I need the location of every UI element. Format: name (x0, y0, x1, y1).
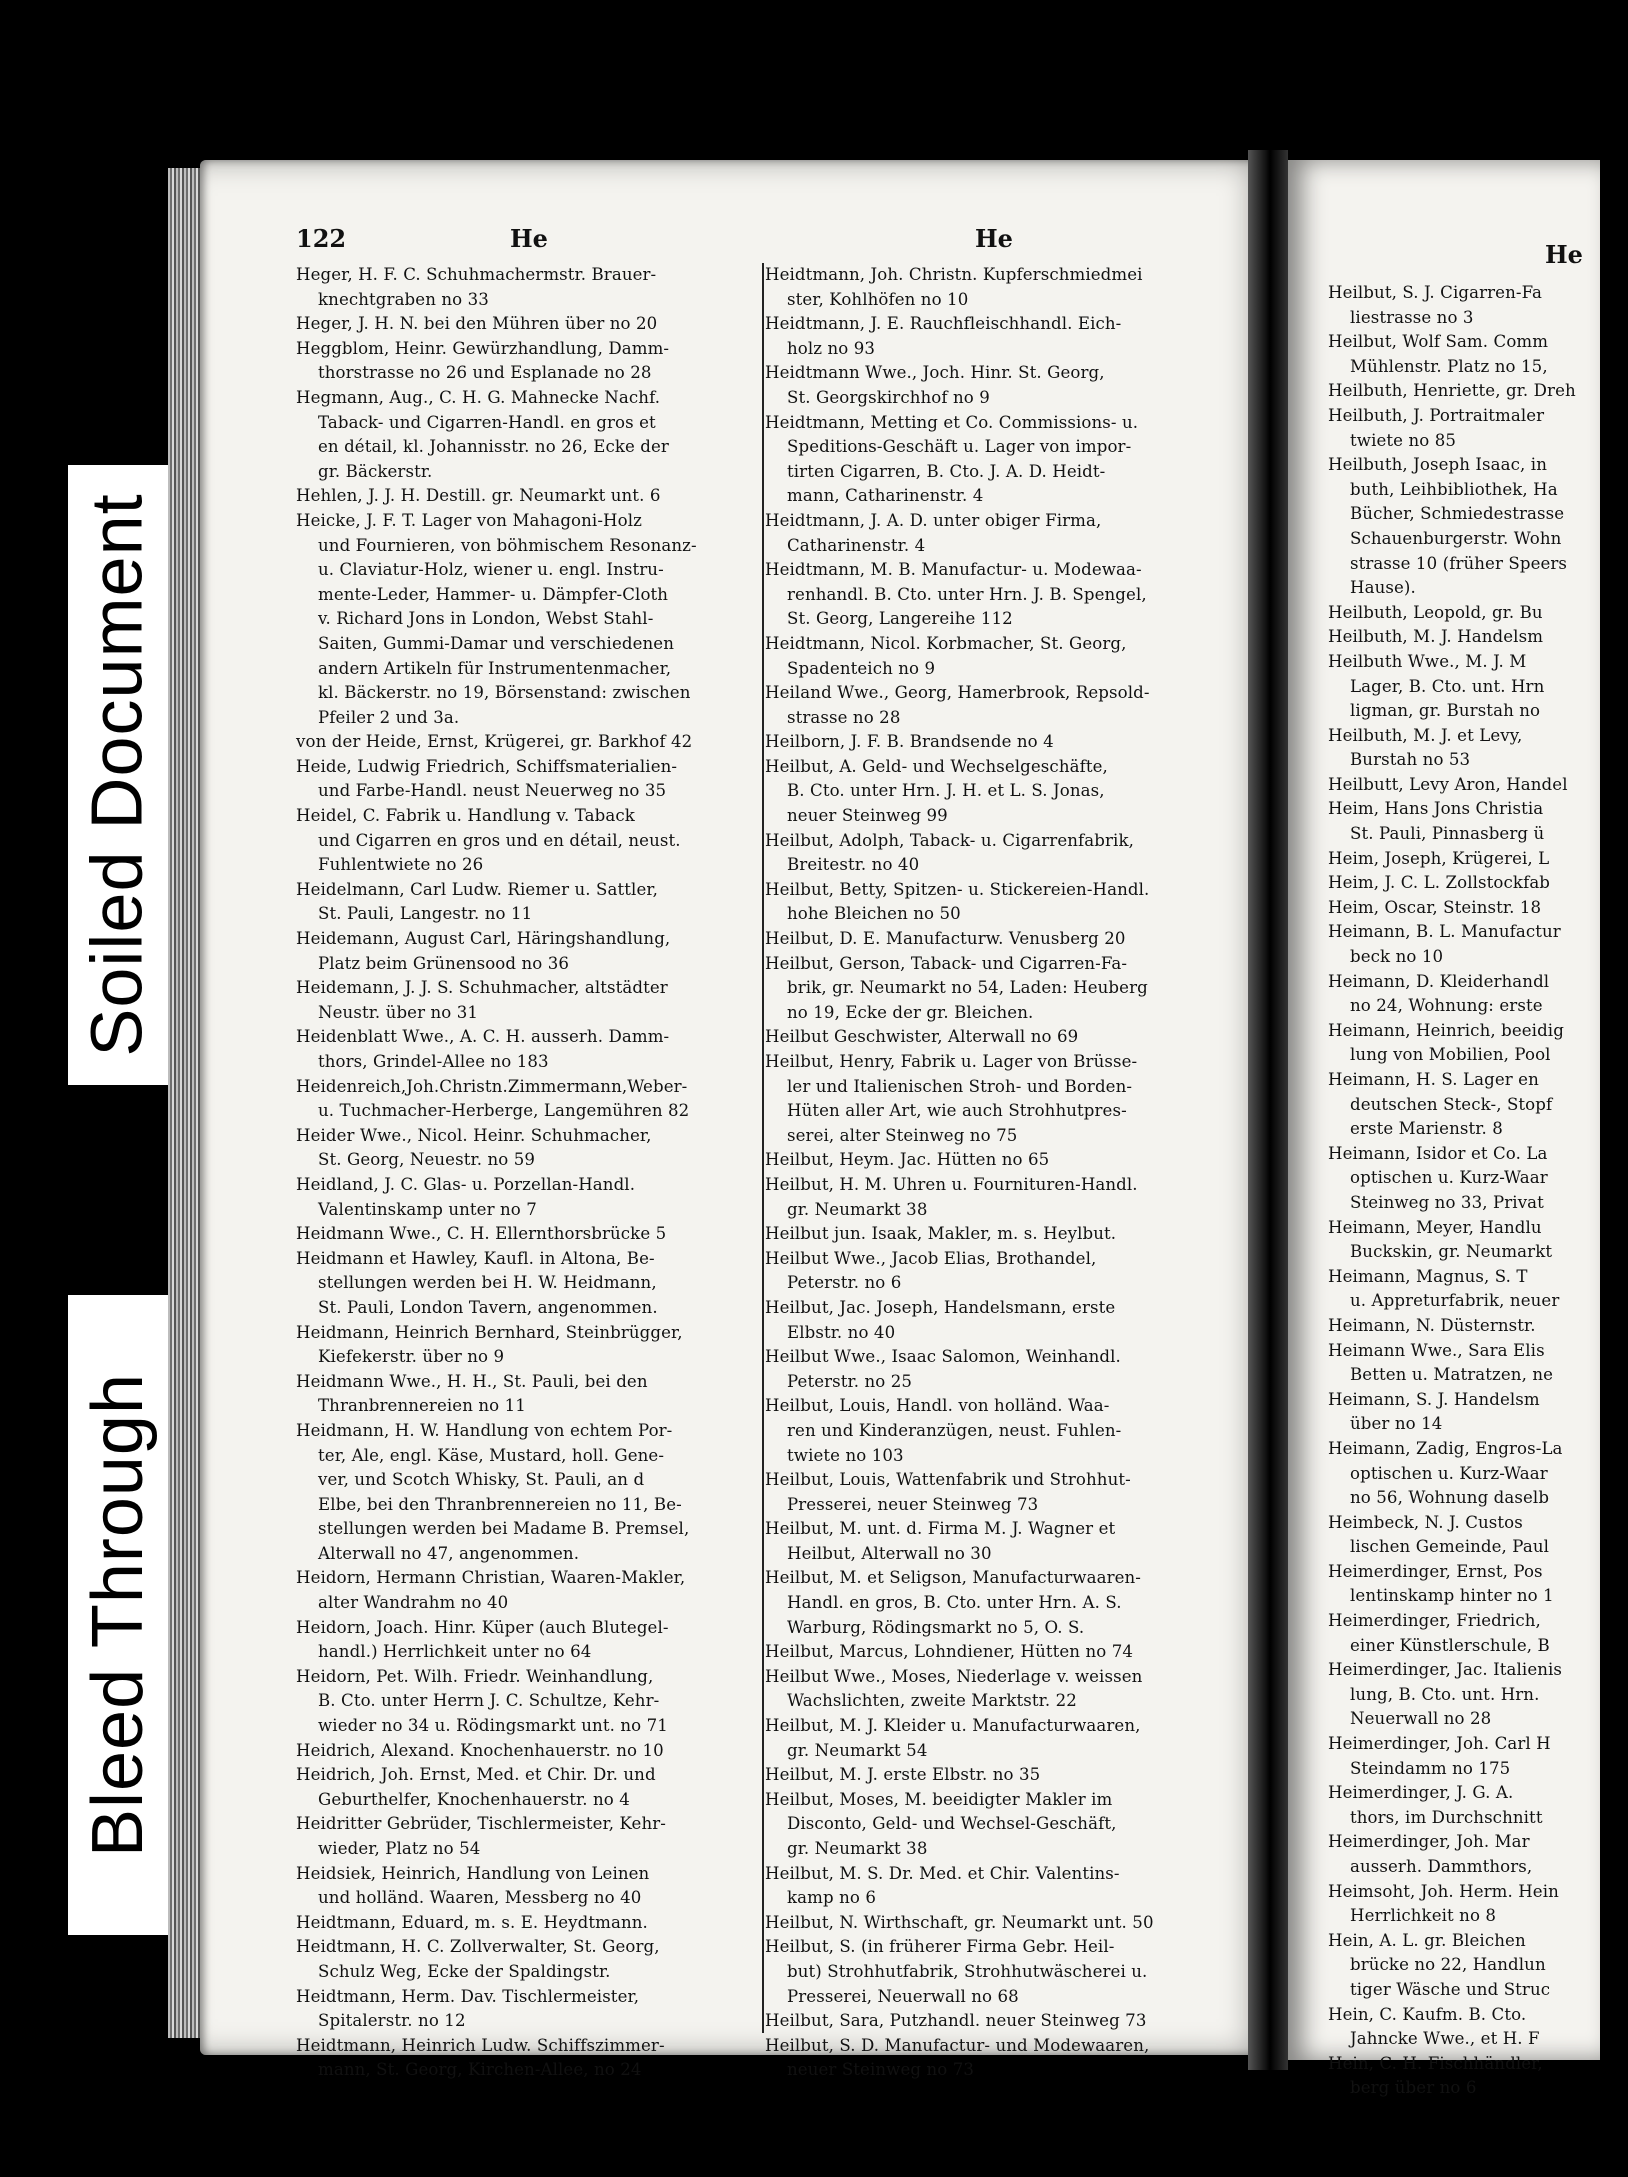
directory-entry-line: Heimbeck, N. J. Custos (1328, 1512, 1523, 1532)
directory-entry-line: Heidorn, Pet. Wilh. Friedr. Weinhandlung, (296, 1666, 654, 1686)
directory-entry-line: Heilbut, M. J. erste Elbstr. no 35 (765, 1765, 1041, 1785)
directory-entry-line: Heidtmann, H. C. Zollverwalter, St. Georg, (296, 1937, 660, 1957)
directory-entry-line: Heimann, N. Düsternstr. (1328, 1315, 1536, 1335)
directory-entry-line: gr. Neumarkt 38 (787, 1839, 928, 1858)
directory-entry-line: hohe Bleichen no 50 (787, 904, 961, 924)
directory-entry-line: Heilbut, M. S. Dr. Med. et Chir. Valentins- (765, 1863, 1120, 1883)
soiled-document-text: Soiled Document (78, 493, 159, 1057)
directory-entry-line: Hause). (1350, 578, 1416, 598)
directory-entry-line: St. Pauli, Langestr. no 11 (318, 904, 533, 924)
directory-entry-line: Neustr. über no 31 (318, 1002, 479, 1022)
directory-entry-line: Disconto, Geld- und Wechsel-Geschäft, (787, 1814, 1117, 1834)
directory-entry-line: Peterstr. no 6 (787, 1273, 902, 1293)
directory-entry-line: gr. Neumarkt 38 (787, 1199, 928, 1219)
directory-entry-line: Heider Wwe., Nicol. Heinr. Schuhmacher, (296, 1125, 652, 1145)
directory-entry-line: wieder, Platz no 54 (318, 1839, 481, 1858)
directory-entry-line: ler und Italienischen Stroh- und Borden- (787, 1076, 1133, 1096)
directory-entry-line: Heimann, Meyer, Handlu (1328, 1217, 1542, 1237)
directory-entry-line: thors, im Durchschnitt (1350, 1807, 1543, 1827)
directory-entry-line: Heidtmann, Joh. Christn. Kupferschmiedmei (765, 265, 1143, 284)
directory-entry-line: twiete no 85 (1350, 430, 1457, 450)
directory-entry-line: Heger, J. H. N. bei den Mühren über no 20 (296, 314, 658, 334)
running-head-center: He (975, 224, 1013, 253)
directory-entry-line: Heimann Wwe., Sara Elis (1328, 1340, 1545, 1360)
page-number: 122 (296, 224, 347, 253)
directory-entry-line: Heidrich, Alexand. Knochenhauerstr. no 10 (296, 1740, 664, 1760)
directory-entry-line: lung von Mobilien, Pool (1350, 1045, 1551, 1065)
directory-entry-line: einer Künstlerschule, B (1350, 1635, 1550, 1655)
directory-entry-line: Heilbut, M. J. Kleider u. Manufacturwaaren, (765, 1716, 1141, 1736)
directory-entry-line: Heimann, H. S. Lager en (1328, 1070, 1539, 1089)
directory-entry-line: mann, St. Georg, Kirchen-Allee, no 24 (318, 2060, 642, 2080)
directory-entry-line: lung, B. Cto. unt. Hrn. (1350, 1684, 1540, 1704)
directory-entry-line: Heidtmann, M. B. Manufactur- u. Modewaa- (765, 560, 1142, 580)
directory-entry-line: gr. Bäckerstr. (318, 461, 433, 481)
directory-entry-line: Heilbuth, Leopold, gr. Bu (1328, 602, 1543, 622)
directory-entry-line: Heidmann, H. W. Handlung von echtem Por- (296, 1420, 673, 1440)
directory-entry-line: Heidtmann, Heinrich Ludw. Schiffszimmer- (296, 2035, 665, 2055)
directory-entry-line: Heidtmann, Herm. Dav. Tischlermeister, (296, 1986, 640, 2006)
directory-entry-line: Presserei, Neuerwall no 68 (787, 1986, 1019, 2006)
directory-entry-line: Betten u. Matratzen, ne (1350, 1365, 1554, 1385)
directory-entry-line: Herrlichkeit no 8 (1350, 1906, 1497, 1926)
directory-entry-line: but) Strohhutfabrik, Strohhutwäscherei u. (787, 1961, 1148, 1981)
running-head-left: He (510, 224, 548, 253)
directory-entry-line: kl. Bäckerstr. no 19, Börsenstand: zwischen (318, 683, 691, 703)
directory-entry-line: optischen u. Kurz-Waar (1350, 1168, 1548, 1188)
directory-entry-line: mente-Leder, Hammer- u. Dämpfer-Cloth (318, 584, 669, 604)
directory-entry-line: Heilbutt, Levy Aron, Handel (1328, 774, 1568, 794)
directory-entry-line: Heilbut Wwe., Jacob Elias, Brothandel, (765, 1248, 1097, 1268)
directory-entry-line: Heilbut, Jac. Joseph, Handelsmann, erste (765, 1297, 1116, 1317)
directory-entry-line: Heimerdinger, Ernst, Pos (1328, 1561, 1543, 1581)
directory-entry-line: ster, Kohlhöfen no 10 (787, 289, 969, 309)
directory-entry-line: neuer Steinweg no 73 (787, 2060, 975, 2080)
directory-entry-line: Heidtmann, Eduard, m. s. E. Heydtmann. (296, 1912, 648, 1932)
directory-entry-line: berg über no 6 (1350, 2078, 1477, 2098)
directory-entry-line: Lager, B. Cto. unt. Hrn (1350, 676, 1545, 696)
directory-entry-line: und Cigarren en gros und en détail, neust. (318, 830, 681, 850)
directory-entry-line: Mühlenstr. Platz no 15, (1350, 356, 1548, 376)
directory-entry-line: Heidtmann, Nicol. Korbmacher, St. Georg, (765, 633, 1127, 653)
directory-entry-line: Heger, H. F. C. Schuhmachermstr. Brauer- (296, 265, 657, 284)
directory-entry-line: deutschen Steck-, Stopf (1350, 1094, 1553, 1114)
directory-entry-line: thorstrasse no 26 und Esplanade no 28 (318, 363, 652, 383)
directory-entry-line: Heilbuth Wwe., M. J. M (1328, 651, 1527, 671)
directory-entry-line: Heilbut, Louis, Wattenfabrik und Strohhut- (765, 1470, 1131, 1490)
directory-entry-line: neuer Steinweg 99 (787, 806, 948, 826)
directory-entry-line: Elbstr. no 40 (787, 1322, 896, 1342)
bleed-through-label (68, 1295, 168, 1935)
directory-entry-line: Schauenburgerstr. Wohn (1350, 528, 1562, 548)
directory-entry-line: Platz beim Grünensood no 36 (318, 953, 570, 973)
directory-entry-line: Heilbut, A. Geld- und Wechselgeschäfte, (765, 756, 1108, 776)
directory-entry-line: St. Georgskirchhof no 9 (787, 387, 990, 407)
directory-entry-line: Heidelmann, Carl Ludw. Riemer u. Sattler, (296, 879, 658, 899)
directory-entry-line: Heilbut, D. E. Manufacturw. Venusberg 20 (765, 929, 1126, 949)
directory-entry-line: Schulz Weg, Ecke der Spaldingstr. (318, 1961, 611, 1981)
directory-entry-line: u. Claviatur-Holz, wiener u. engl. Instru- (318, 560, 664, 580)
directory-entry-line: Heilbut, S. (in früherer Firma Gebr. Heil- (765, 1937, 1115, 1957)
directory-entry-line: Neuerwall no 28 (1350, 1709, 1492, 1729)
directory-entry-line: Wachslichten, zweite Marktstr. 22 (787, 1691, 1077, 1711)
directory-entry-line: Heilbuth, M. J. Handelsm (1328, 627, 1544, 647)
directory-entry-line: Heim, Oscar, Steinstr. 18 (1328, 897, 1542, 917)
directory-entry-line: Heidrich, Joh. Ernst, Med. et Chir. Dr. und (296, 1765, 656, 1785)
directory-entry-line: Hein, C. H. Fischhändler, (1328, 2053, 1543, 2073)
directory-entry-line: Heidtmann, J. A. D. unter obiger Firma, (765, 510, 1102, 530)
directory-entry-line: Heilbut, Wolf Sam. Comm (1328, 332, 1549, 352)
directory-entry-line: Heidenreich,Joh.Christn.Zimmermann,Weber- (296, 1076, 688, 1096)
directory-entry-line: Heidsiek, Heinrich, Handlung von Leinen (296, 1863, 650, 1883)
directory-entry-line: B. Cto. unter Hrn. J. H. et L. S. Jonas, (787, 781, 1105, 801)
directory-entry-line: Heilbut, H. M. Uhren u. Fournituren-Handl. (765, 1174, 1138, 1194)
directory-entry-line: Heimann, Heinrich, beeidig (1328, 1020, 1564, 1040)
directory-entry-line: Heilbut, Henry, Fabrik u. Lager von Brüsse- (765, 1052, 1138, 1071)
directory-entry-line: Steinweg no 33, Privat (1350, 1192, 1544, 1212)
directory-entry-line: en détail, kl. Johannisstr. no 26, Ecke der (318, 437, 669, 457)
directory-entry-line: Heilbuth, J. Portraitmaler (1328, 405, 1545, 425)
directory-entry-line: Heidtmann, Metting et Co. Commissions- u. (765, 412, 1139, 432)
directory-entry-line: Heimerdinger, J. G. A. (1328, 1783, 1514, 1803)
directory-entry-line: no 56, Wohnung daselb (1350, 1488, 1550, 1508)
directory-entry-line: lentinskamp hinter no 1 (1350, 1586, 1554, 1606)
directory-entry-line: Hegmann, Aug., C. H. G. Mahnecke Nachf. (296, 387, 661, 407)
directory-entry-line: Heimerdinger, Joh. Mar (1328, 1832, 1530, 1852)
directory-entry-line: Heilbut, S. J. Cigarren-Fa (1328, 283, 1543, 302)
directory-entry-line: Steindamm no 175 (1350, 1758, 1511, 1778)
directory-entry-line: wieder no 34 u. Rödingsmarkt unt. no 71 (318, 1716, 668, 1736)
directory-entry-line: Heilbut, Adolph, Taback- u. Cigarrenfabrik, (765, 830, 1134, 850)
directory-entry-line: Heilbuth, Joseph Isaac, in (1328, 455, 1547, 475)
directory-entry-line: und holländ. Waaren, Messberg no 40 (318, 1888, 642, 1908)
directory-entry-line: andern Artikeln für Instrumentenmacher, (318, 658, 672, 678)
directory-entry-line: Presserei, neuer Steinweg 73 (787, 1494, 1039, 1514)
directory-entry-line: liestrasse no 3 (1350, 307, 1474, 327)
directory-entry-line: St. Pauli, Pinnasberg ü (1350, 824, 1545, 844)
directory-entry-line: Heidmann Wwe., H. H., St. Pauli, bei den (296, 1371, 648, 1391)
directory-entry-line: Heim, Hans Jons Christia (1328, 799, 1544, 819)
directory-entry-line: optischen u. Kurz-Waar (1350, 1463, 1548, 1483)
directory-entry-line: gr. Neumarkt 54 (787, 1740, 928, 1760)
directory-entry-line: strasse no 28 (787, 707, 901, 727)
directory-entry-line: über no 14 (1350, 1414, 1443, 1434)
directory-entry-line: Hüten aller Art, wie auch Strohhutpres- (787, 1101, 1127, 1121)
directory-entry-line: Heimerdinger, Friedrich, (1328, 1611, 1541, 1631)
directory-entry-line: brik, gr. Neumarkt no 54, Laden: Heuberg (787, 978, 1148, 998)
bleed-through-text: Bleed Through (78, 1372, 158, 1858)
directory-entry-line: Spadenteich no 9 (787, 658, 936, 678)
directory-entry-line: Heidorn, Hermann Christian, Waaren-Makler, (296, 1568, 686, 1588)
column-divider (762, 263, 764, 2033)
directory-entry-line: Heilbut, S. D. Manufactur- und Modewaaren, (765, 2035, 1150, 2055)
directory-column-1 (296, 263, 760, 2080)
directory-entry-line: ren und Kinderanzügen, neust. Fuhlen- (787, 1420, 1122, 1440)
directory-entry-line: v. Richard Jons in London, Webst Stahl- (318, 609, 654, 629)
directory-entry-line: Elbe, bei den Thranbrennereien no 11, Be- (318, 1494, 682, 1514)
directory-entry-line: Heimerdinger, Joh. Carl H (1328, 1734, 1551, 1754)
directory-entry-line: Heilbut jun. Isaak, Makler, m. s. Heylbut. (765, 1224, 1117, 1244)
running-head-right: He (1545, 240, 1583, 269)
directory-entry-line: Heim, Joseph, Krügerei, L (1328, 848, 1550, 868)
directory-entry-line: tiger Wäsche und Struc (1350, 1979, 1551, 1999)
directory-entry-line: Bücher, Schmiedestrasse (1350, 504, 1565, 524)
directory-entry-line: Heimann, D. Kleiderhandl (1328, 971, 1550, 991)
directory-entry-line: Heidritter Gebrüder, Tischlermeister, Kehr- (296, 1814, 666, 1834)
directory-column-3 (1328, 281, 1628, 2098)
directory-entry-line: stellungen werden bei Madame B. Premsel, (318, 1519, 690, 1539)
directory-entry-line: Heidmann et Hawley, Kaufl. in Altona, Be- (296, 1248, 655, 1268)
directory-entry-line: Heidmann Wwe., C. H. Ellernthorsbrücke 5 (296, 1224, 667, 1244)
directory-entry-line: holz no 93 (787, 338, 876, 358)
directory-entry-line: Fuhlentwiete no 26 (318, 855, 484, 875)
directory-entry-line: stellungen werden bei H. W. Heidmann, (318, 1273, 657, 1293)
directory-entry-line: alter Wandrahm no 40 (318, 1593, 509, 1613)
directory-entry-line: und Farbe-Handl. neust Neuerweg no 35 (318, 781, 667, 801)
directory-entry-line: und Fournieren, von böhmischem Resonanz- (318, 535, 697, 555)
directory-entry-line: Catharinenstr. 4 (787, 535, 926, 555)
directory-entry-line: tirten Cigarren, B. Cto. J. A. D. Heidt- (787, 461, 1106, 481)
directory-entry-line: Buckskin, gr. Neumarkt (1350, 1242, 1553, 1262)
directory-entry-line: u. Tuchmacher-Herberge, Langemühren 82 (318, 1101, 690, 1121)
directory-entry-line: Hehlen, J. J. H. Destill. gr. Neumarkt unt. 6 (296, 486, 661, 506)
directory-entry-line: Valentinskamp unter no 7 (318, 1199, 537, 1219)
directory-entry-line: Heilbut, Heym. Jac. Hütten no 65 (765, 1150, 1050, 1170)
directory-entry-line: u. Appreturfabrik, neuer (1350, 1291, 1560, 1311)
directory-entry-line: Kiefekerstr. über no 9 (318, 1347, 505, 1367)
directory-entry-line: Hein, A. L. gr. Bleichen (1328, 1930, 1526, 1950)
directory-entry-line: buth, Leihbibliothek, Ha (1350, 479, 1558, 499)
directory-entry-line: ligman, gr. Burstah no (1350, 701, 1541, 721)
directory-column-2 (765, 263, 1230, 2080)
directory-entry-line: knechtgraben no 33 (318, 289, 489, 309)
directory-entry-line: B. Cto. unter Herrn J. C. Schultze, Kehr- (318, 1691, 660, 1711)
directory-entry-line: St. Pauli, London Tavern, angenommen. (318, 1297, 658, 1317)
directory-entry-line: Heilbuth, M. J. et Levy, (1328, 725, 1523, 745)
directory-entry-line: Heidtmann Wwe., Joch. Hinr. St. Georg, (765, 363, 1105, 383)
directory-entry-line: Heilbut, N. Wirthschaft, gr. Neumarkt unt. 50 (765, 1912, 1154, 1932)
directory-entry-line: Heicke, J. F. T. Lager von Mahagoni-Holz (296, 510, 642, 530)
directory-entry-line: mann, Catharinenstr. 4 (787, 486, 984, 506)
directory-entry-line: erste Marienstr. 8 (1350, 1119, 1503, 1139)
directory-entry-line: Heidemann, J. J. S. Schuhmacher, altstädter (296, 978, 668, 998)
directory-entry-line: beck no 10 (1350, 947, 1444, 967)
directory-entry-line: Heimann, Isidor et Co. La (1328, 1143, 1548, 1163)
directory-entry-line: Jahncke Wwe., et H. F (1350, 2029, 1540, 2049)
directory-entry-line: Speditions-Geschäft u. Lager von impor- (787, 437, 1132, 457)
directory-entry-line: Heilbut Geschwister, Alterwall no 69 (765, 1027, 1079, 1047)
directory-entry-line: Heimann, B. L. Manufactur (1328, 922, 1561, 942)
directory-entry-line: Saiten, Gummi-Damar und verschiedenen (318, 633, 675, 653)
directory-entry-line: strasse 10 (früher Speers (1350, 553, 1568, 573)
directory-entry-line: lischen Gemeinde, Paul (1350, 1537, 1550, 1557)
directory-entry-line: thors, Grindel-Allee no 183 (318, 1052, 549, 1071)
directory-entry-line: Peterstr. no 25 (787, 1371, 913, 1391)
directory-entry-line: Pfeiler 2 und 3a. (318, 707, 460, 727)
directory-entry-line: Heidel, C. Fabrik u. Handlung v. Taback (296, 806, 635, 826)
directory-entry-line: Heimerdinger, Jac. Italienis (1328, 1660, 1563, 1680)
directory-entry-line: Heilbut, Moses, M. beeidigter Makler im (765, 1789, 1113, 1809)
directory-entry-line: serei, alter Steinweg no 75 (787, 1125, 1018, 1145)
directory-entry-line: Heilbut, Marcus, Lohndiener, Hütten no 74 (765, 1642, 1134, 1662)
directory-entry-line: Burstah no 53 (1350, 750, 1471, 770)
directory-entry-line: no 24, Wohnung: erste (1350, 996, 1543, 1016)
directory-entry-line: St. Georg, Neuestr. no 59 (318, 1150, 536, 1170)
directory-entry-line: Heimann, Magnus, S. T (1328, 1266, 1528, 1286)
directory-entry-line: Heilbut, Alterwall no 30 (787, 1543, 992, 1563)
book-gutter (1248, 150, 1288, 2070)
directory-entry-line: ver, und Scotch Whisky, St. Pauli, an d (318, 1470, 645, 1490)
directory-entry-line: Heilbut, M. et Seligson, Manufacturwaaren- (765, 1568, 1142, 1588)
directory-entry-line: Heilbut Wwe., Isaac Salomon, Weinhandl. (765, 1347, 1121, 1367)
directory-entry-line: ter, Ale, engl. Käse, Mustard, holl. Gene- (318, 1445, 665, 1465)
directory-entry-line: Handl. en gros, B. Cto. unter Hrn. A. S. (787, 1593, 1122, 1613)
directory-entry-line: Heidland, J. C. Glas- u. Porzellan-Handl. (296, 1174, 636, 1194)
directory-entry-line: Heidorn, Joach. Hinr. Küper (auch Blutegel- (296, 1617, 669, 1637)
directory-entry-line: Heiland Wwe., Georg, Hamerbrook, Repsold- (765, 683, 1150, 703)
directory-entry-line: Heide, Ludwig Friedrich, Schiffsmaterialien- (296, 756, 678, 776)
directory-entry-line: twiete no 103 (787, 1445, 904, 1465)
directory-entry-line: Heilbut, Gerson, Taback- und Cigarren-Fa- (765, 953, 1128, 973)
soiled-document-label (68, 465, 168, 1085)
directory-entry-line: Heidtmann, J. E. Rauchfleischhandl. Eich- (765, 314, 1122, 334)
directory-entry-line: Heilbut, Louis, Handl. von holländ. Waa- (765, 1396, 1110, 1416)
directory-entry-line: Heimann, Zadig, Engros-La (1328, 1438, 1563, 1458)
directory-entry-line: handl.) Herrlichkeit unter no 64 (318, 1642, 592, 1662)
directory-entry-line: Heimann, S. J. Handelsm (1328, 1389, 1540, 1409)
directory-entry-line: Heilbut, M. unt. d. Firma M. J. Wagner et (765, 1519, 1116, 1539)
directory-entry-line: Spitalerstr. no 12 (318, 2011, 466, 2031)
directory-entry-line: Hein, C. Kaufm. B. Cto. (1328, 2004, 1527, 2024)
directory-entry-line: Heggblom, Heinr. Gewürzhandlung, Damm- (296, 338, 670, 358)
directory-entry-line: Warburg, Rödingsmarkt no 5, O. S. (787, 1617, 1085, 1637)
directory-entry-line: von der Heide, Ernst, Krügerei, gr. Barkhof 42 (296, 732, 693, 752)
directory-entry-line: Heidemann, August Carl, Häringshandlung, (296, 929, 671, 949)
directory-entry-line: Taback- und Cigarren-Handl. en gros et (318, 412, 656, 432)
directory-entry-line: Heidmann, Heinrich Bernhard, Steinbrügger, (296, 1322, 683, 1342)
directory-entry-line: kamp no 6 (787, 1888, 876, 1908)
directory-entry-line: Heilbut, Betty, Spitzen- u. Stickereien-Handl. (765, 879, 1150, 899)
directory-entry-line: Heilbut Wwe., Moses, Niederlage v. weissen (765, 1666, 1143, 1686)
directory-entry-line: brücke no 22, Handlun (1350, 1955, 1546, 1975)
directory-entry-line: Thranbrennereien no 11 (318, 1396, 526, 1416)
directory-entry-line: ausserh. Dammthors, (1350, 1857, 1533, 1876)
directory-entry-line: Heimsoht, Joh. Herm. Hein (1328, 1881, 1559, 1901)
directory-entry-line: Heidenblatt Wwe., A. C. H. ausserh. Damm- (296, 1027, 670, 1047)
directory-entry-line: Heilbut, Sara, Putzhandl. neuer Steinweg 73 (765, 2011, 1147, 2031)
directory-entry-line: no 19, Ecke der gr. Bleichen. (787, 1002, 1034, 1022)
directory-entry-line: Geburthelfer, Knochenhauerstr. no 4 (318, 1789, 630, 1809)
directory-entry-line: Heim, J. C. L. Zollstockfab (1328, 873, 1551, 893)
directory-entry-line: renhandl. B. Cto. unter Hrn. J. B. Spengel, (787, 584, 1147, 604)
directory-entry-line: Heilbuth, Henriette, gr. Dreh (1328, 381, 1576, 401)
directory-entry-line: Breitestr. no 40 (787, 855, 920, 875)
directory-entry-line: Alterwall no 47, angenommen. (318, 1543, 580, 1563)
directory-entry-line: St. Georg, Langereihe 112 (787, 609, 1013, 629)
directory-entry-line: Heilborn, J. F. B. Brandsende no 4 (765, 732, 1054, 752)
